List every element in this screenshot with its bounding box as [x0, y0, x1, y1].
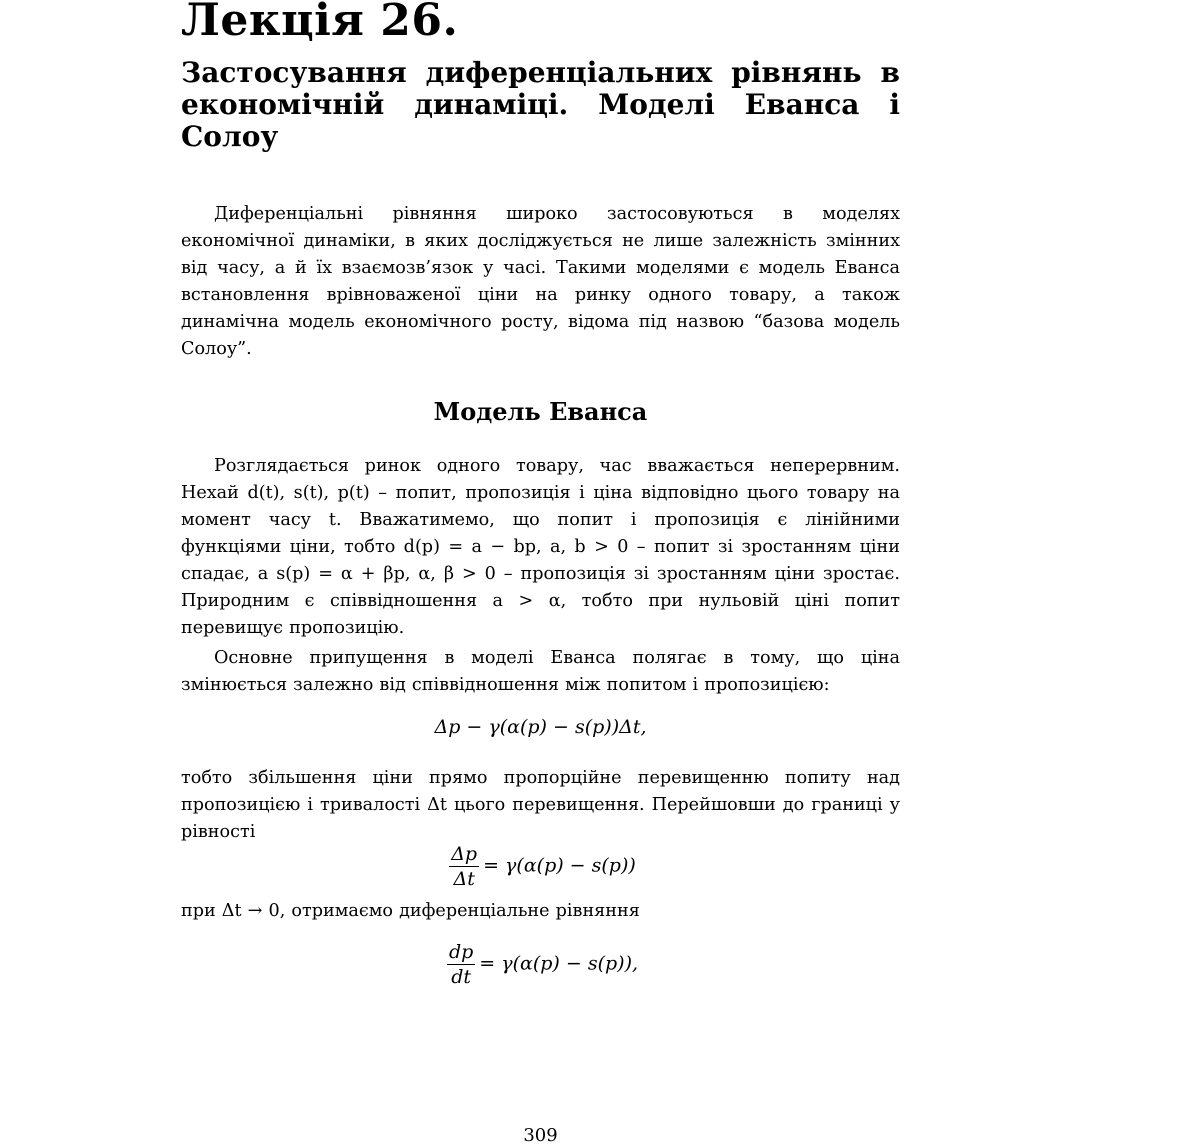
intro-block — [181, 201, 900, 363]
page-number: 309 — [523, 1125, 558, 1146]
fraction-numerator: Δp — [451, 843, 478, 865]
lecture-subtitle: Застосування диференціальних рівнянь в економічній динаміці. Моделі Еванса і Солоу — [181, 56, 900, 153]
equation-differential — [181, 940, 900, 989]
after-equation-2-block — [181, 898, 900, 925]
equation-rhs: = γ(α(p) − s(p)), — [479, 952, 639, 975]
section-heading: Модель Еванса — [433, 397, 648, 426]
fraction-numerator: dp — [448, 941, 474, 963]
fraction-denominator: Δt — [453, 868, 475, 890]
fraction-denominator: dt — [451, 966, 472, 988]
lecture-title: Лекція 26. — [181, 0, 459, 46]
section-paragraph-1: Розглядається ринок одного товару, час вважається неперервним. Нехай d(t), s(t), p(t) – попит, пропозиція і ціна відповідно цього товару на момент часу t. Вважатимемо, що попит і пропозиція є лінійними функціями ціни, тобто d(p) = a − bp, a, b > 0 – попит зі зростанням ціни спадає, а s(p) = α + βp, α, β > 0 – пропозиція зі зростанням ціни зростає. Природним є співвідношення a > α, тобто при нульовій ціні попит перевищує пропозицію. — [181, 456, 900, 638]
fraction — [447, 940, 475, 989]
after-equation-2-text: при Δt → 0, отримаємо диференціальне рівняння — [181, 901, 640, 921]
section-paragraph-block-2 — [181, 645, 900, 699]
section-paragraph-block-1 — [181, 453, 900, 642]
after-equation-1-text: тобто збільшення ціни прямо пропорційне перевищенню попиту над пропозицією і тривалості Δt цього перевищення. Перейшовши до границі у рівності — [181, 768, 900, 842]
section-paragraph-2: Основне припущення в моделі Еванса полягає в тому, що ціна змінюється залежно від співвідношення між попитом і пропозицією: — [181, 648, 900, 695]
intro-paragraph: Диференціальні рівняння широко застосовуються в моделях економічної динаміки, в яких досліджується не лише залежність змінних від часу, а й їх взаємозв’язок у часі. Такими моделями є модель Еванса встановлення врівноваженої ціни на ринку одного товару, а також динамічна модель економічного росту, відома під назвою “базова модель Солоу”. — [181, 204, 900, 359]
fraction — [449, 842, 479, 891]
after-equation-1-block — [181, 765, 900, 846]
equation-rhs: = γ(α(p) − s(p)) — [483, 854, 636, 877]
equation-price-change: Δp − γ(α(p) − s(p))Δt, — [434, 716, 647, 738]
equation-difference-quotient — [181, 842, 900, 891]
